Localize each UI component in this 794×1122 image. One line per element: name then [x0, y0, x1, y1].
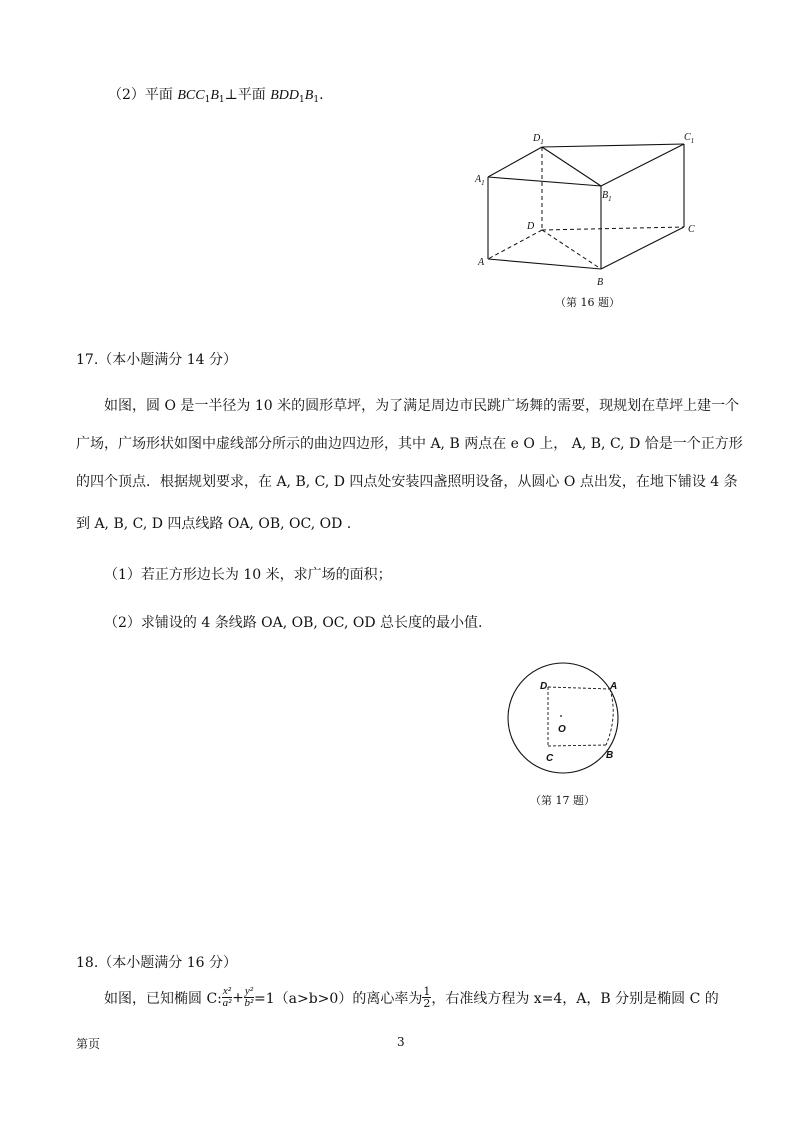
q17-paragraph-line4: 到 A, B, C, D 四点线路 OA, OB, OC, OD . [76, 516, 352, 532]
plane-bcc1b1: BCC [177, 88, 205, 103]
label-d: D [527, 221, 535, 232]
q18-text-a: 如图，已知椭圆 C: [104, 990, 222, 1007]
q17-subquestion-2: （2）求铺设的 4 条线路 OA, OB, OC, OD 总长度的最小值. [104, 615, 483, 631]
q16-caption: （第 16 题） [555, 296, 620, 309]
period: . [319, 87, 324, 103]
q16-prism-figure [470, 128, 710, 290]
plane-b1b: B [304, 88, 314, 103]
subscript: 1 [299, 95, 305, 105]
plane-bdd1b1: BDD [270, 88, 300, 103]
q18-text-b: =1（a>b>0）的离心率为 [254, 990, 423, 1007]
label-o: O [558, 724, 566, 735]
fraction-y2-b2: $\frac{\text{y²}}{\text{b²}}$ [244, 985, 254, 1009]
label-b: B [597, 277, 604, 288]
q17-subquestion-1: （1）若正方形边长为 10 米，求广场的面积； [104, 567, 392, 583]
page-number: 3 [397, 1035, 405, 1049]
label-d1: $D_1$ [533, 133, 544, 146]
q18-paragraph-line1 [104, 986, 719, 1009]
footer-left: 第页 [76, 1037, 101, 1051]
q17-heading: 17.（本小题满分 14 分） [76, 352, 237, 368]
subscript: 1 [204, 95, 211, 105]
label-c1: $C_1$ [684, 132, 695, 145]
subscript: 1 [218, 95, 225, 105]
label-a1: $A_1$ [475, 174, 485, 187]
perp-symbol: ⊥平面 [224, 87, 271, 103]
q16-part2 [108, 84, 324, 105]
q17-paragraph-line2: 广场，广场形状如图中虚线部分所示的曲边四边形，其中 A, B 两点在 e O 上， A, B, C, D 恰是一个正方形 [76, 436, 743, 452]
q17-paragraph-line1: 如图，圆 O 是一半径为 10 米的圆形草坪，为了满足周边市民跳广场舞的需要，现规划在草坪上建一个 [104, 398, 740, 414]
label-a: A [610, 681, 618, 692]
center-point [560, 715, 562, 717]
plane-b1: B [210, 88, 219, 103]
fraction-x2-a2: $\frac{\text{x²}}{\text{a²}}$ [222, 985, 232, 1009]
q18-heading: 18.（本小题满分 16 分） [76, 955, 237, 971]
q17-circle-figure [500, 660, 650, 780]
fraction-one-half: $\frac{1}{2}$ [423, 985, 431, 1010]
label-c: C [546, 753, 554, 764]
plus-sign: + [232, 989, 244, 1006]
subscript: 1 [313, 95, 320, 105]
label-d: D [540, 681, 548, 692]
label-b1: $B_1$ [602, 190, 612, 203]
q16-part2-prefix: （2）平面 [108, 87, 178, 103]
label-a: A [478, 257, 485, 268]
q18-text-c: ，右准线方程为 x=4，A，B 分别是椭圆 C 的 [431, 990, 719, 1007]
q17-paragraph-line3: 的四个顶点．根据规划要求，在 A, B, C, D 四点处安装四盏照明设备，从圆心 O 点出发，在地下铺设 4 条 [76, 474, 738, 490]
label-c: C [688, 224, 695, 235]
label-b: B [606, 750, 614, 761]
q17-caption: （第 17 题） [530, 794, 595, 807]
